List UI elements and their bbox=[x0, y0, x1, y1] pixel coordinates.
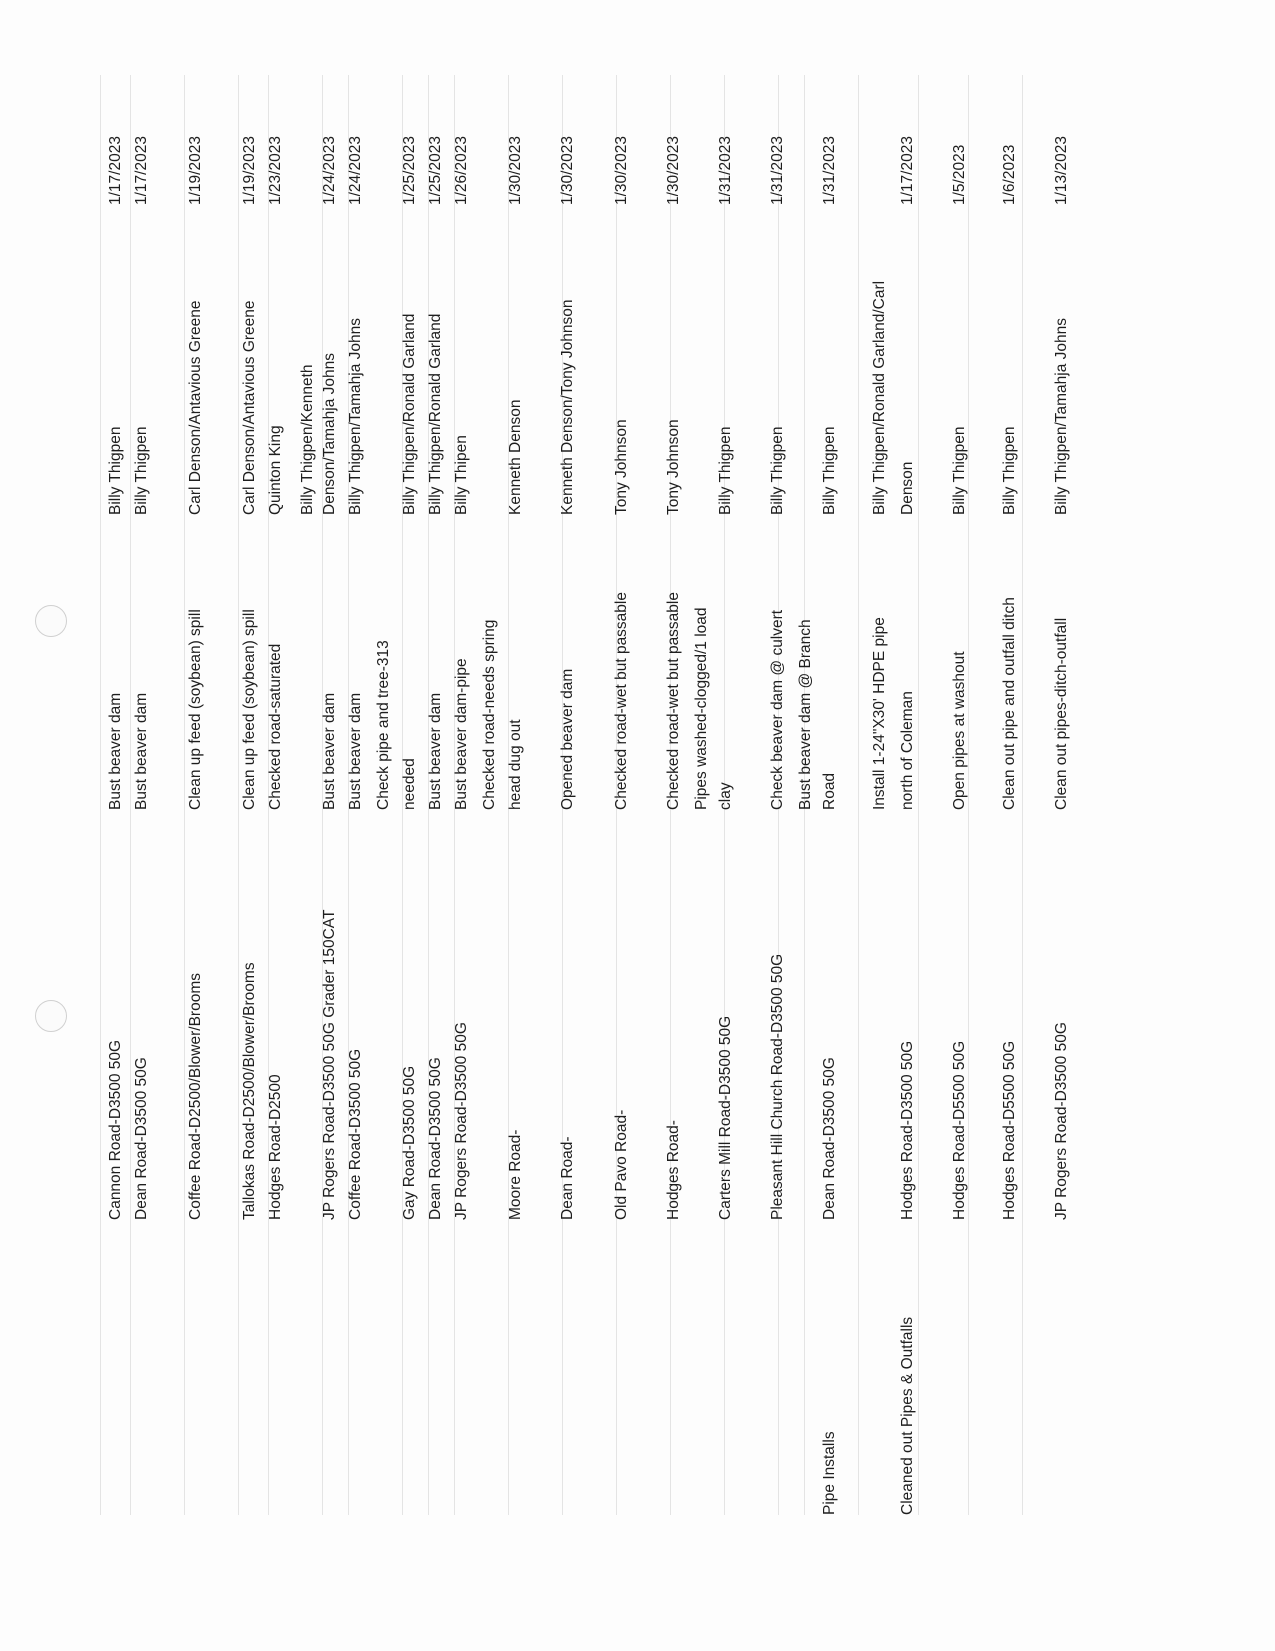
date-cell: 1/30/2023 bbox=[559, 136, 576, 205]
work-cell: Pipes washed-clogged/1 load bbox=[693, 607, 710, 810]
crew-cell: Billy Thigpen bbox=[717, 426, 734, 515]
work-cell: Checked road-needs spring bbox=[481, 619, 498, 810]
date-cell: 1/6/2023 bbox=[1001, 144, 1018, 205]
table-rule bbox=[100, 75, 101, 1515]
crew-cell: Billy Thigpen bbox=[769, 426, 786, 515]
table-rule bbox=[858, 75, 859, 1515]
punch-hole-lower bbox=[35, 1000, 67, 1032]
location-cell: JP Rogers Road-D3500 50G Grader 150CAT bbox=[321, 909, 338, 1220]
location-cell: Hodges Road- bbox=[665, 1120, 682, 1220]
date-cell: 1/25/2023 bbox=[401, 136, 418, 205]
crew-cell: Billy Thipen bbox=[453, 435, 470, 515]
work-cell: Road bbox=[821, 772, 838, 810]
work-cell: Bust beaver dam bbox=[107, 692, 124, 810]
location-cell: Pleasant Hill Church Road-D3500 50G bbox=[769, 953, 786, 1220]
crew-cell: Billy Thigpen/Ronald Garland bbox=[401, 313, 418, 515]
crew-cell: Billy Thigpen/Kenneth bbox=[299, 364, 316, 515]
date-cell: 1/19/2023 bbox=[241, 136, 258, 205]
location-cell: Hodges Road-D5500 50G bbox=[951, 1040, 968, 1220]
location-cell: Tallokas Road-D2500/Blower/Brooms bbox=[241, 962, 258, 1220]
work-cell: north of Coleman bbox=[899, 691, 916, 810]
location-cell: Moore Road- bbox=[507, 1129, 524, 1220]
location-cell: Hodges Road-D2500 bbox=[267, 1074, 284, 1220]
date-cell: 1/30/2023 bbox=[613, 136, 630, 205]
crew-cell: Quinton King bbox=[267, 425, 284, 515]
work-cell: Bust beaver dam bbox=[321, 692, 338, 810]
section-heading-pipe-installs: Pipe Installs bbox=[821, 1431, 838, 1515]
crew-cell: Carl Denson/Antavious Greene bbox=[187, 300, 204, 515]
location-cell: Hodges Road-D3500 50G bbox=[899, 1040, 916, 1220]
crew-cell: Billy Thigpen bbox=[951, 426, 968, 515]
location-cell: Coffee Road-D3500 50G bbox=[347, 1048, 364, 1220]
date-cell: 1/17/2023 bbox=[107, 136, 124, 205]
date-cell: 1/5/2023 bbox=[951, 144, 968, 205]
crew-cell: Tony Johnson bbox=[613, 419, 630, 515]
crew-cell: Kenneth Denson bbox=[507, 399, 524, 515]
crew-cell: Billy Thigpen/Tamahja Johns bbox=[1053, 317, 1070, 515]
crew-cell: Tony Johnson bbox=[665, 419, 682, 515]
location-cell: Dean Road-D3500 50G bbox=[821, 1057, 838, 1220]
location-cell: Old Pavo Road- bbox=[613, 1109, 630, 1220]
work-cell: Clean up feed (soybean) spill bbox=[187, 609, 204, 810]
crew-cell: Denson bbox=[899, 461, 916, 515]
location-cell: Carters Mill Road-D3500 50G bbox=[717, 1015, 734, 1220]
date-cell: 1/30/2023 bbox=[507, 136, 524, 205]
date-cell: 1/26/2023 bbox=[453, 136, 470, 205]
date-cell: 1/31/2023 bbox=[769, 136, 786, 205]
work-cell: Opened beaver dam bbox=[559, 668, 576, 810]
crew-cell: Billy Thigpen/Ronald Garland/Carl bbox=[871, 280, 888, 515]
crew-cell: Billy Thigpen bbox=[107, 426, 124, 515]
location-cell: JP Rogers Road-D3500 50G bbox=[1053, 1022, 1070, 1220]
crew-cell: Denson/Tamahja Johns bbox=[321, 353, 338, 515]
work-cell: Check beaver dam @ culvert bbox=[769, 609, 786, 810]
work-cell: Bust beaver dam bbox=[347, 692, 364, 810]
location-cell: Dean Road-D3500 50G bbox=[133, 1057, 150, 1220]
location-cell: Coffee Road-D2500/Blower/Brooms bbox=[187, 973, 204, 1220]
date-cell: 1/24/2023 bbox=[321, 136, 338, 205]
date-cell: 1/25/2023 bbox=[427, 136, 444, 205]
work-cell: Checked road-wet but passable bbox=[613, 592, 630, 810]
location-cell: JP Rogers Road-D3500 50G bbox=[453, 1022, 470, 1220]
work-cell: needed bbox=[401, 758, 418, 810]
location-cell: Cannon Road-D3500 50G bbox=[107, 1039, 124, 1220]
crew-cell: Billy Thigpen/Ronald Garland bbox=[427, 313, 444, 515]
work-cell: Bust beaver dam bbox=[133, 692, 150, 810]
work-cell: Bust beaver dam bbox=[427, 692, 444, 810]
date-cell: 1/31/2023 bbox=[717, 136, 734, 205]
work-cell: Open pipes at washout bbox=[951, 651, 968, 810]
work-cell: Bust beaver dam @ Branch bbox=[797, 619, 814, 810]
location-cell: Gay Road-D3500 50G bbox=[401, 1065, 418, 1220]
date-cell: 1/19/2023 bbox=[187, 136, 204, 205]
work-cell: Check pipe and tree-313 bbox=[375, 640, 392, 810]
punch-hole-upper bbox=[35, 605, 67, 637]
work-cell: Clean up feed (soybean) spill bbox=[241, 609, 258, 810]
date-cell: 1/17/2023 bbox=[133, 136, 150, 205]
work-cell: Install 1-24"X30' HDPE pipe bbox=[871, 617, 888, 810]
crew-cell: Carl Denson/Antavious Greene bbox=[241, 300, 258, 515]
location-cell: Dean Road-D3500 50G bbox=[427, 1057, 444, 1220]
crew-cell: Billy Thigpen bbox=[821, 426, 838, 515]
work-cell: Bust beaver dam-pipe bbox=[453, 658, 470, 810]
table-rule bbox=[1022, 75, 1023, 1515]
work-cell: clay bbox=[717, 782, 734, 810]
date-cell: 1/23/2023 bbox=[267, 136, 284, 205]
location-cell: Hodges Road-D5500 50G bbox=[1001, 1040, 1018, 1220]
work-log-table bbox=[100, 75, 1130, 1515]
crew-cell: Kenneth Denson/Tony Johnson bbox=[559, 299, 576, 515]
crew-cell: Billy Thigpen bbox=[1001, 426, 1018, 515]
date-cell: 1/30/2023 bbox=[665, 136, 682, 205]
work-cell: Checked road-saturated bbox=[267, 643, 284, 810]
crew-cell: Billy Thigpen bbox=[133, 426, 150, 515]
date-cell: 1/17/2023 bbox=[899, 136, 916, 205]
crew-cell: Billy Thigpen/Tamahja Johns bbox=[347, 317, 364, 515]
date-cell: 1/31/2023 bbox=[821, 136, 838, 205]
section-heading-cleaned-out-pipes: Cleaned out Pipes & Outfalls bbox=[899, 1316, 916, 1515]
date-cell: 1/24/2023 bbox=[347, 136, 364, 205]
work-cell: Clean out pipes-ditch-outfall bbox=[1053, 617, 1070, 810]
work-cell: head dug out bbox=[507, 719, 524, 810]
location-cell: Dean Road- bbox=[559, 1136, 576, 1220]
work-cell: Clean out pipe and outfall ditch bbox=[1001, 597, 1018, 810]
work-cell: Checked road-wet but passable bbox=[665, 592, 682, 810]
date-cell: 1/13/2023 bbox=[1053, 136, 1070, 205]
